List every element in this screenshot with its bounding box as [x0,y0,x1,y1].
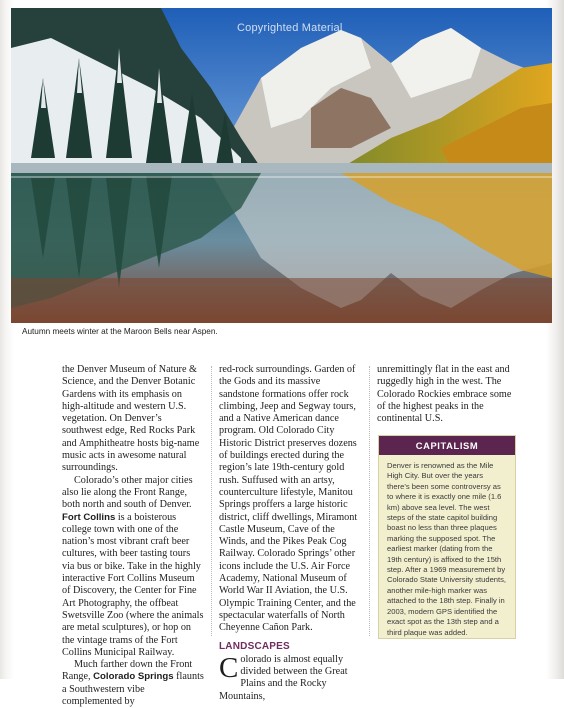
text-column-2 [219,364,362,703]
paragraph: red-rock surroundings. Garden of the Gods and its massive sandstone formations offer rock climbing, Jeep and Segway tours, and a Native American dance program. Old Colorado City Historic District preserves dozens of buildings erected during the region’s late 19th-century gold rush. Suffused with an artsy, counterculture lifestyle, Manitou Springs proffers a large historic district, cliff dwellings, Miramont Castle Museum, Cave of the Winds, and the Pikes Peak Cog Railway. Colorado Springs’ other icons include the U.S. Air Force Academy, National Museum of World War II Aviation, the U.S. Olympic Training Center, and the spectacular waterfalls of North Cheyenne Cañon Park. [219,364,358,634]
paragraph-text: flaunts a Southwestern vibe complemented by [62,671,204,708]
paragraph-text: Much farther down the Front Range, [62,659,193,683]
paragraph [62,475,204,659]
paragraph-text: is a boisterous college town with one of the nation’s most vibrant craft beer cultures, with beer tasting tours via bus or bike. Take in the highly interactive Fort Collins Museum of Discovery, the Center for Fine Art Photography, the offbeat Swetsville Zoo (where the animals are metal sculptures), or hop on the vintage trams of the Fort Collins Municipal Railway. [62,511,204,658]
maroon-bells-photo [11,8,552,323]
column-divider [369,366,370,636]
paragraph-text: Colorado’s other major cities also lie along the Front Range, both north and south of Denver. [62,474,193,511]
landscape-illustration [11,8,552,323]
paragraph: the Denver Museum of Nature & Science, and the Denver Botanic Gardens with its emphasis on high-altitude and western U.S. vegetation. On Denver’s southwest edge, Red Rocks Park and Amphitheatre hosts big-name music acts in awesome natural surroundings. [62,364,200,474]
capitalism-sidebar [378,435,516,639]
paragraph [62,659,204,708]
sidebar-text: Denver is renowned as the Mile High City. But over the years there’s been some controversy as to where it is exactly one mile (1.6 km) above sea level. The west steps of the state capitol building boast no less than three plaques marking the supposed spot. The earliest marker (dating from the 19th century) is affixed to the 15th step. After a 1969 measurement by Colorado State University students, another mile-high marker was attached to the 18th step. Finally in 2003, modern GPS identified the exact spot as the 13th step and a third plaque was added. [387,461,507,637]
paragraph [219,651,362,703]
paragraph-text: olorado is almost equally divided between the Great Plains and the Rocky Mountains, [219,653,348,702]
text-column-1 [62,364,204,708]
column-divider [211,366,212,636]
paragraph: unremittingly flat in the east and ruggedly high in the west. The Colorado Rockies embrace some of the highest peaks in the continental U.S. [377,364,512,425]
place-name-fort-collins: Fort Collins [62,511,116,523]
section-heading-landscapes: LANDSCAPES [219,640,290,652]
text-column-3 [377,364,517,425]
copyright-watermark: Copyrighted Material [237,22,343,34]
drop-cap: C [219,651,239,684]
place-name-colorado-springs: Colorado Springs [93,671,174,683]
photo-caption: Autumn meets winter at the Maroon Bells near Aspen. [22,327,218,336]
sidebar-title: CAPITALISM [379,436,515,455]
